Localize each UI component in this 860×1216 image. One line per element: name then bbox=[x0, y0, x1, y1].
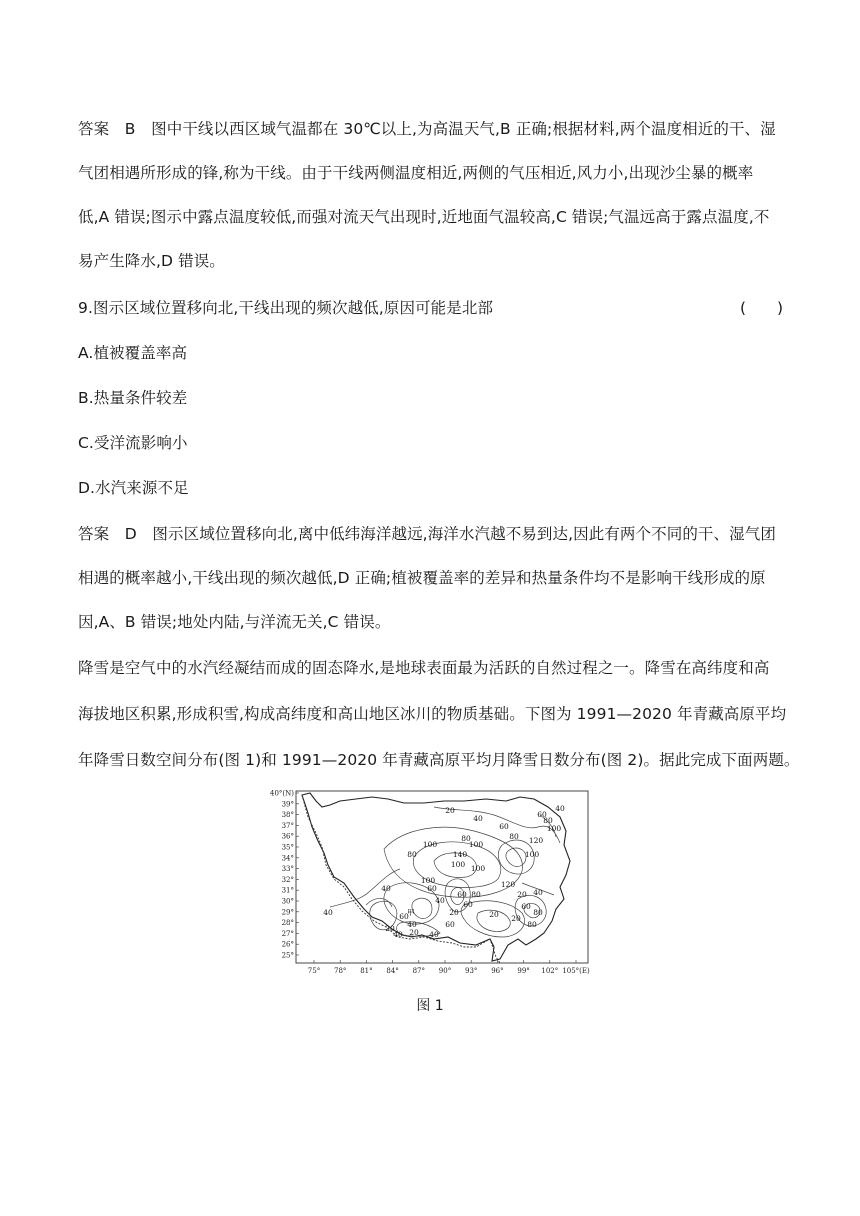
lat-tick-label: 38° bbox=[281, 811, 294, 820]
contour-label: 60 bbox=[537, 810, 547, 819]
contour-map bbox=[264, 787, 594, 977]
lon-tick-label: 84° bbox=[386, 967, 399, 975]
lat-tick-label: 30° bbox=[281, 897, 294, 906]
lon-tick-label: 87° bbox=[412, 967, 426, 975]
contour-label: 80 bbox=[533, 908, 543, 917]
contour-label: 60 bbox=[445, 920, 455, 929]
passage-line-1: 降雪是空气中的水汽经凝结而成的固态降水,是地球表面最为活跃的自然过程之一。降雪在高纬度和高 bbox=[78, 659, 770, 677]
option-b: B.热量条件较差 bbox=[78, 389, 188, 407]
lon-tick-label: 78° bbox=[333, 967, 347, 975]
lon-tick-label: 93° bbox=[464, 967, 478, 975]
lon-tick-label: 90° bbox=[438, 967, 452, 975]
lon-tick-label: 75° bbox=[307, 967, 321, 975]
contour-label: 100 bbox=[546, 824, 562, 833]
contour-label: 60 bbox=[399, 912, 409, 921]
contour-label: 80 bbox=[509, 832, 519, 841]
contour-label: 40 bbox=[393, 930, 403, 939]
place-label: 甲 bbox=[407, 908, 415, 917]
lat-tick-label: 25° bbox=[281, 951, 294, 960]
lat-tick-label: 33° bbox=[281, 865, 294, 874]
contour-label: 100 bbox=[470, 864, 486, 873]
contour-label: 40 bbox=[473, 814, 483, 823]
contour-label: 20 bbox=[511, 914, 521, 923]
answer8-line-4: 易产生降水,D 错误。 bbox=[78, 252, 225, 270]
contour-label: 60 bbox=[427, 884, 437, 893]
contour-label: 40 bbox=[429, 930, 439, 939]
figure1-caption: 图 1 bbox=[416, 998, 444, 1014]
contour-label: 100 bbox=[422, 840, 438, 849]
lat-tick-label: 35° bbox=[281, 843, 294, 852]
contour-label: 40 bbox=[407, 920, 417, 929]
contour-label: 40 bbox=[555, 804, 565, 813]
contour-label: 120 bbox=[528, 836, 544, 845]
answer9-line-3: 因,A、B 错误;地处内陆,与洋流无关,C 错误。 bbox=[78, 613, 391, 631]
option-a: A.植被覆盖率高 bbox=[78, 344, 188, 362]
lat-tick-label: 31° bbox=[281, 886, 294, 895]
lon-tick-label: 99° bbox=[517, 967, 530, 975]
lat-tick-label: 28° bbox=[281, 919, 294, 928]
figure1-map bbox=[264, 787, 594, 977]
contour-label: 40 bbox=[435, 896, 445, 905]
answer8-line-2: 气团相遇所形成的锋,称为干线。由于干线两侧温度相近,两侧的气压相近,风力小,出现沙尘暴的概率 bbox=[78, 164, 754, 182]
contour-label: 60 bbox=[499, 822, 509, 831]
answer9-line-1: 答案 D 图示区域位置移向北,离中低纬海洋越远,海洋水汽越不易到达,因此有两个不同的干、湿气团 bbox=[78, 525, 776, 543]
lat-tick-label: 29° bbox=[281, 908, 294, 917]
contour-label: 20 bbox=[517, 890, 527, 899]
contour-label: 80 bbox=[407, 850, 417, 859]
contour-label: 60 bbox=[463, 900, 473, 909]
contour-label: 40 bbox=[533, 888, 543, 897]
contour-label: 120 bbox=[500, 880, 516, 889]
lon-tick-label: 81° bbox=[360, 967, 373, 975]
lat-tick-label: 37° bbox=[281, 821, 294, 830]
contour-label: 20 bbox=[385, 924, 395, 933]
contour-label: 20 bbox=[449, 908, 459, 917]
contour-label: 40 bbox=[381, 884, 391, 893]
contour-label: 100 bbox=[524, 850, 540, 859]
lon-tick-label: 102° bbox=[541, 967, 559, 975]
contour-label: 20 bbox=[409, 928, 419, 937]
contour-label: 80 bbox=[471, 890, 481, 899]
passage-line-2: 海拔地区积累,形成积雪,构成高纬度和高山地区冰川的物质基础。下图为 1991—2020 年青藏高原平均 bbox=[78, 705, 787, 723]
contour-label: 100 bbox=[450, 860, 466, 869]
lat-tick-label: 36° bbox=[281, 832, 294, 841]
answer8-line-3: 低,A 错误;图示中露点温度较低,而强对流天气出现时,近地面气温较高,C 错误;气温远高于露点温度,不 bbox=[78, 208, 770, 226]
lat-tick-label: 40°(N) bbox=[270, 789, 294, 798]
contour-label: 60 bbox=[457, 890, 467, 899]
passage-line-3: 年降雪日数空间分布(图 1)和 1991—2020 年青藏高原平均月降雪日数分布(图 2)。据此完成下面两题。 bbox=[78, 751, 800, 769]
contour-label: 100 bbox=[468, 840, 484, 849]
option-d: D.水汽来源不足 bbox=[78, 479, 189, 497]
lat-tick-label: 32° bbox=[281, 875, 294, 884]
contour-label: 100 bbox=[420, 876, 436, 885]
option-c: C.受洋流影响小 bbox=[78, 434, 188, 452]
answer9-line-2: 相遇的概率越小,干线出现的频次越低,D 正确;植被覆盖率的差异和热量条件均不是影响干线形成的原 bbox=[78, 569, 766, 587]
lat-tick-label: 27° bbox=[281, 929, 294, 938]
contour-label: 80 bbox=[527, 920, 537, 929]
lon-tick-label: 96° bbox=[491, 967, 504, 975]
contour-label: 80 bbox=[543, 816, 553, 825]
answer-paren: ( ) bbox=[740, 299, 784, 317]
contour-label: 20 bbox=[489, 910, 499, 919]
contour-label: 140 bbox=[452, 850, 468, 859]
contour-label: 40 bbox=[323, 908, 333, 917]
contour-label: 60 bbox=[521, 902, 531, 911]
contour-label: 80 bbox=[461, 834, 471, 843]
lat-tick-label: 26° bbox=[281, 940, 294, 949]
question9-stem: 9.图示区域位置移向北,干线出现的频次越低,原因可能是北部 bbox=[78, 299, 494, 317]
lat-tick-label: 39° bbox=[281, 800, 294, 809]
lat-tick-label: 34° bbox=[281, 854, 294, 863]
contour-label: 20 bbox=[445, 806, 455, 815]
contour-lines bbox=[330, 807, 560, 937]
answer8-line-1: 答案 B 图中干线以西区域气温都在 30℃以上,为高温天气,B 正确;根据材料,两个温度相近的干、湿 bbox=[78, 120, 776, 138]
lon-tick-label: 105°(E) bbox=[562, 967, 590, 975]
